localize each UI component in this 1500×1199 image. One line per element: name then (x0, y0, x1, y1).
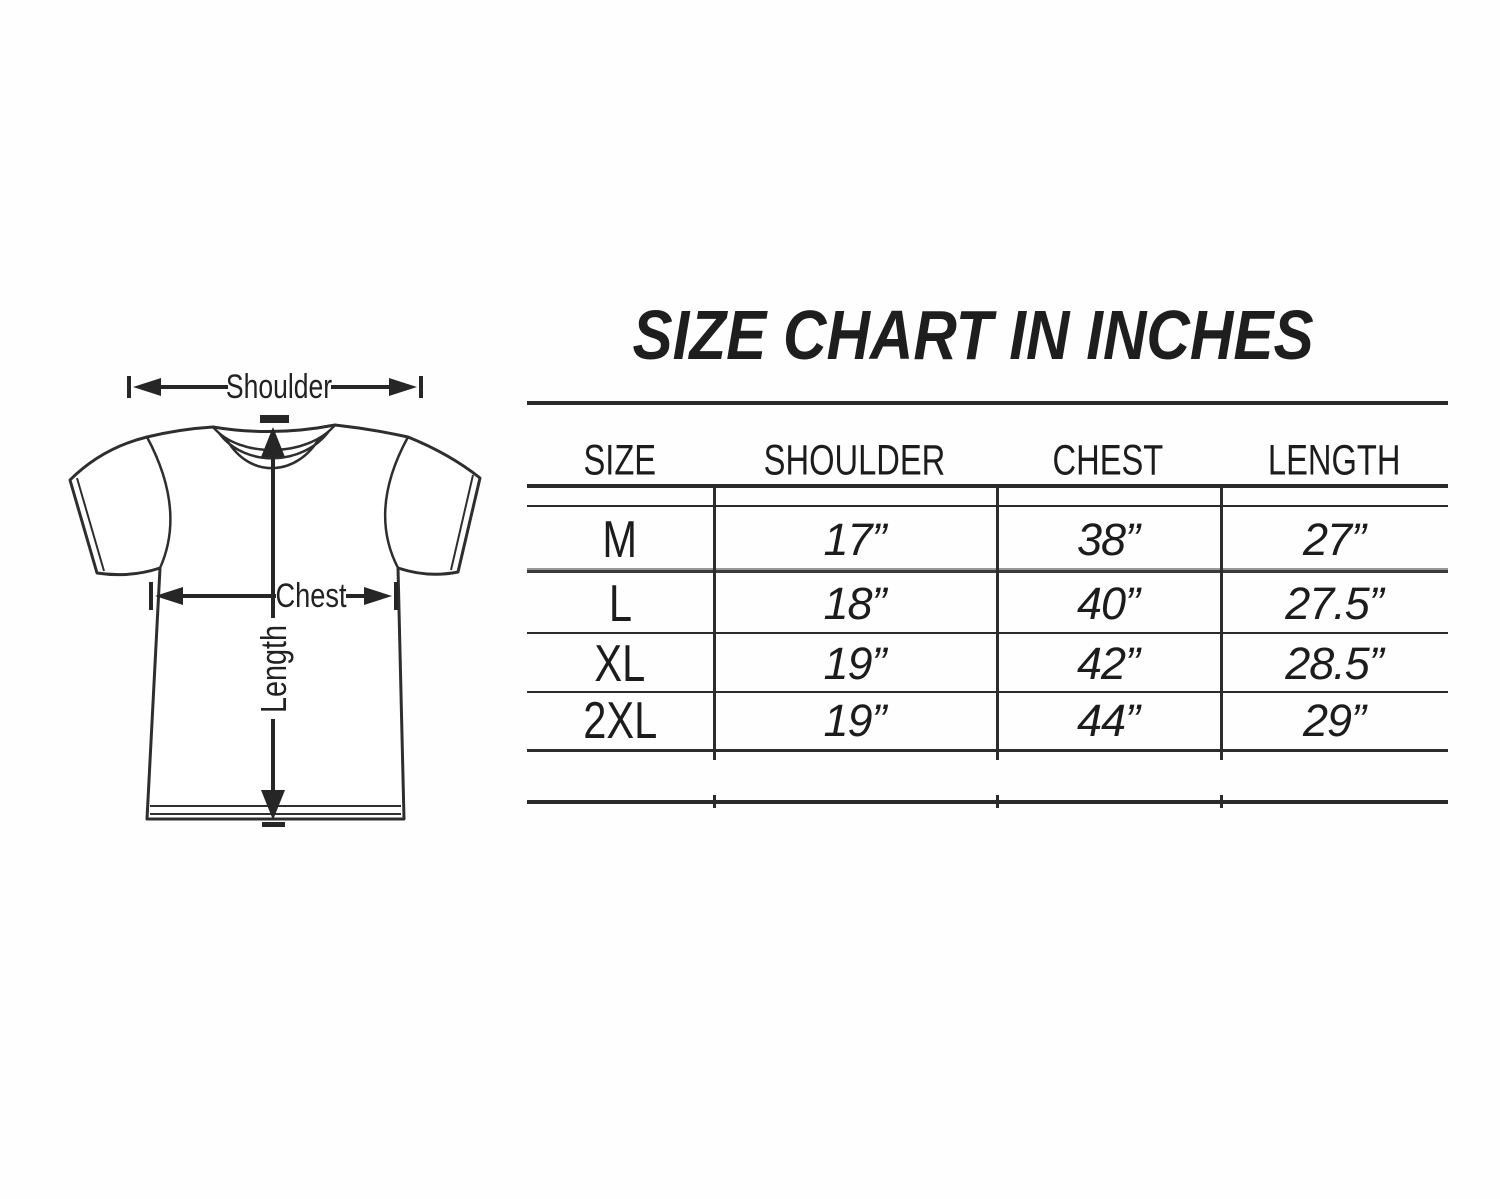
value-2xl-shoulder: 19” (823, 695, 886, 746)
value-m-length: 27” (1302, 514, 1366, 565)
table-bottom-rule (527, 800, 1448, 804)
value-2xl-length: 29” (1302, 695, 1366, 746)
col-header-length: LENGTH (1267, 436, 1401, 485)
size-label-2xl: 2XL (582, 692, 658, 750)
value-m-shoulder: 17” (823, 514, 886, 565)
page-title: SIZE CHART IN INCHES (632, 296, 1314, 374)
chest-arrow-label: Chest (275, 576, 347, 615)
value-xl-length: 28.5” (1285, 638, 1383, 689)
length-arrow-label: Length (252, 624, 294, 714)
col-header-chest: CHEST (1052, 436, 1164, 485)
size-label-m: M (602, 511, 638, 569)
spacer-rule (527, 505, 1448, 507)
bottom-rule-tick-2 (996, 795, 999, 808)
bottom-rule-tick-3 (1220, 795, 1223, 808)
shoulder-arrow-label: Shoulder (225, 367, 333, 406)
value-l-shoulder: 18” (823, 578, 886, 629)
value-l-chest: 40” (1076, 578, 1140, 629)
col-header-shoulder: SHOULDER (763, 436, 946, 485)
table-top-rule (527, 401, 1448, 405)
value-m-chest: 38” (1076, 514, 1140, 565)
value-2xl-chest: 44” (1076, 695, 1140, 746)
collar-bar (260, 415, 289, 423)
value-l-length: 27.5” (1285, 578, 1383, 629)
size-label-l: L (608, 575, 632, 633)
value-xl-shoulder: 19” (823, 638, 886, 689)
row-m-bottom-rule (527, 570, 1448, 573)
value-xl-chest: 42” (1076, 638, 1140, 689)
hem-tick-bar (262, 822, 285, 827)
size-label-xl: XL (594, 635, 646, 693)
shoulder-arrow (127, 368, 423, 406)
col-header-size: SIZE (583, 436, 657, 485)
tshirt-diagram (30, 355, 530, 855)
bottom-rule-tick-1 (713, 795, 716, 808)
